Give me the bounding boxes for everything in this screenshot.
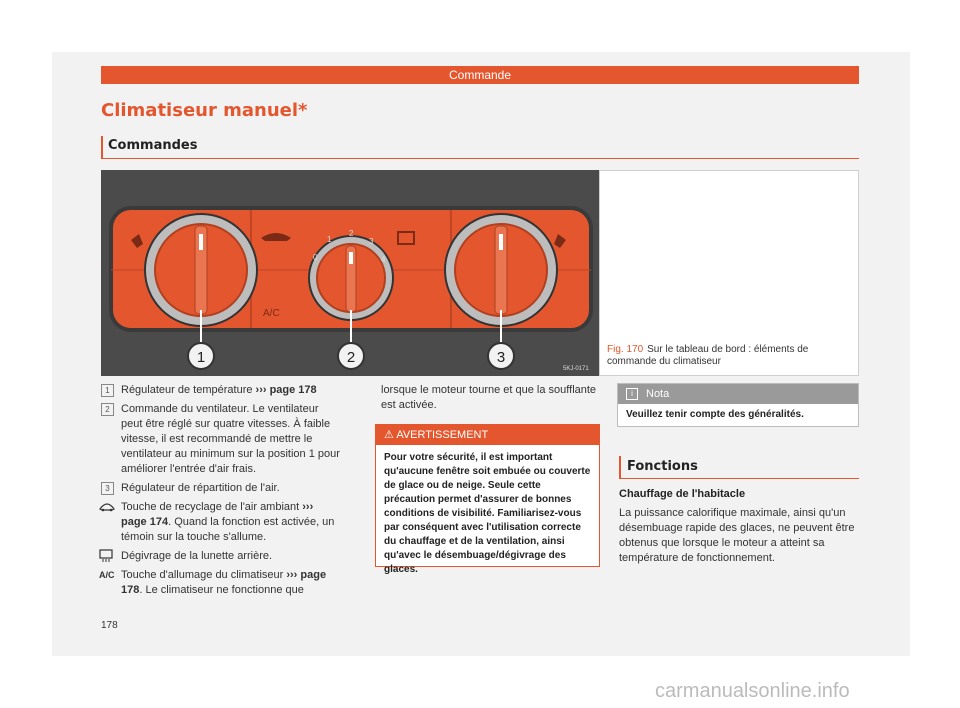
rear-defrost-icon [99,549,115,563]
fan-tick-3: 3 [369,237,374,246]
fonctions-heading: Fonctions [627,459,698,474]
section-header: Commande [101,66,859,84]
continuation-paragraph: lorsque le moteur tourne et que la soufflante est activée. [381,384,597,411]
callout-2: 2 [346,349,356,366]
page-ref-link[interactable]: ››› page 178 [121,569,327,596]
info-icon: i [626,388,638,400]
note-box [617,383,859,427]
item-text-rest: . Le climatiseur ne fonctionne que [139,584,304,596]
figure-caption [607,344,857,368]
chauffage-paragraph: La puissance calorifique maximale, ainsi qu'un désembuage rapide des glaces, ne peuvent être obtenus que lorsque le moteur a atteint sa température de fonctionnement. [619,507,855,564]
item-number: 1 [101,384,114,397]
note-body: Veuillez tenir compte des généralités. [626,409,804,420]
section-rule [619,478,859,479]
warning-title: AVERTISSEMENT [396,429,489,441]
list-item [101,383,341,398]
continuation-text [381,383,601,413]
item-number: 2 [101,403,114,416]
climate-control-figure [101,170,599,376]
item-text-rest: . Quand la fonction est activée, un témoin sur la touche s'allume. [121,516,335,543]
page-title: Climatiseur manuel* [101,100,308,121]
figure-caption-text: Sur le tableau de bord : éléments de commande du climatiseur [607,344,809,367]
list-item [101,500,341,545]
figure-code: 5KJ-0171 [563,366,589,372]
item-text: Touche de recyclage de l'air ambiant [121,501,303,513]
list-item [101,549,341,564]
page-number: 178 [101,620,118,631]
warning-icon: ⚠ [384,429,397,441]
section-commandes-heading: Commandes [108,138,198,153]
callout-1: 1 [196,349,206,366]
note-header [618,384,858,404]
list-item [101,481,341,496]
page-ref-link[interactable]: ››› page 178 [255,384,317,396]
fan-tick-4: 4 [381,255,386,264]
recirculation-icon [99,500,115,514]
warning-header [376,425,599,445]
ac-symbol: A/C [99,570,115,580]
section-rule [101,158,859,159]
item-text: Régulateur de répartition de l'air. [121,482,280,494]
item-text: Dégivrage de la lunette arrière. [121,550,273,562]
item-text: Commande du ventilateur. Le ventilateur peut être réglé sur quatre vitesses. À faible vitesse, il est recommandé de mettre le ventilateur au minimum sur la position 1 pour améliorer l'entrée d'air frais. [121,403,340,475]
ac-button-label: A/C [263,308,280,319]
list-item [101,402,341,477]
chauffage-subheading: Chauffage de l'habitacle [619,488,746,500]
controls-list [101,383,341,602]
list-item [101,568,341,598]
warning-body: Pour votre sécurité, il est important qu'aucune fenêtre soit embuée ou couverte de glace ou de neige. Seule cette précaution permet d'assurer de bonnes conditions de visibilité. Familiarisez-vous par conséquent avec l'utilisation correcte du chauffage et de la ventilation, ainsi qu'avec le désembuage/dégivrage des glaces. [384,452,591,575]
watermark: carmanualsonline.info [655,680,850,702]
callout-3: 3 [496,349,506,366]
warning-box [375,424,600,575]
page-ref-link[interactable]: ››› page 174 [121,501,314,528]
note-title: Nota [646,388,670,400]
fan-tick-2: 2 [349,229,354,238]
section-marker [101,136,103,158]
item-number: 3 [101,482,114,495]
climate-panel-illustration [101,170,599,376]
fan-tick-0: 0 [313,253,318,262]
item-text: Régulateur de température [121,384,256,396]
section-marker [619,456,621,478]
figure-caption-label: Fig. 170 [607,344,644,355]
fan-tick-1: 1 [327,235,332,244]
item-text: Touche d'allumage du climatiseur [121,569,287,581]
